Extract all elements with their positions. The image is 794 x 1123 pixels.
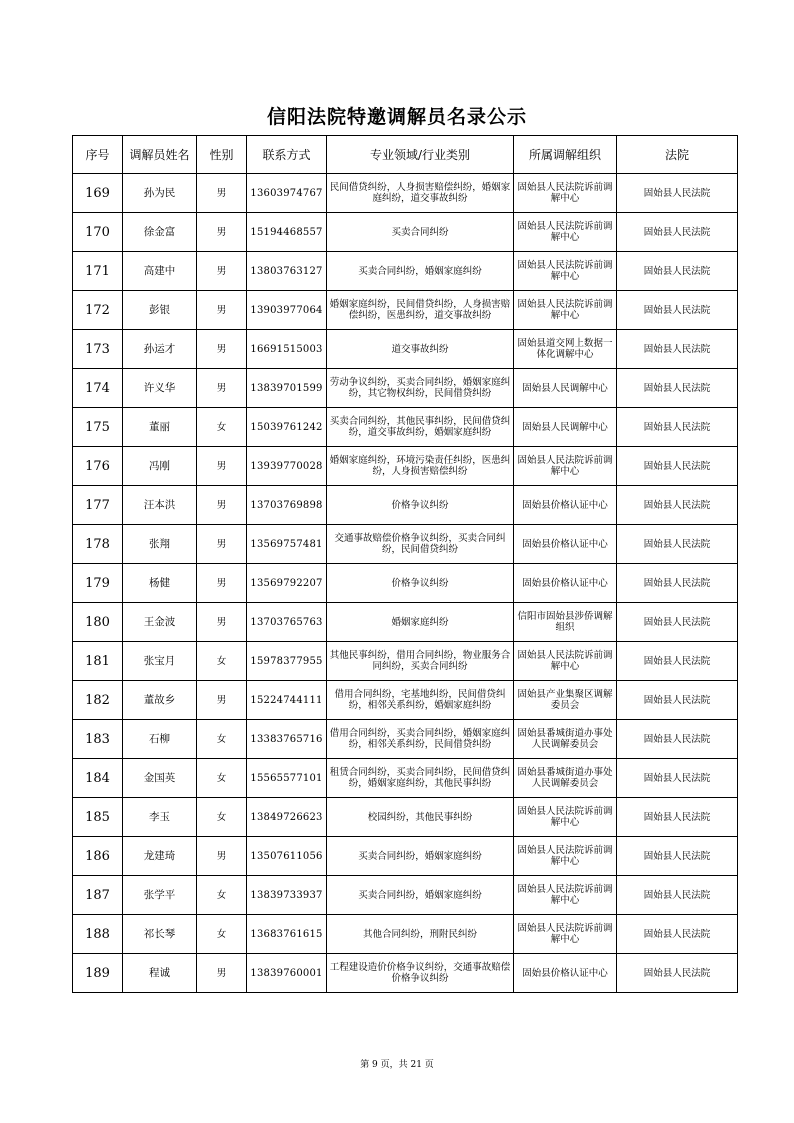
cell-name: 杨健 xyxy=(123,564,197,603)
table-row xyxy=(73,876,738,915)
table-row xyxy=(73,759,738,798)
cell-court: 固始县人民法院 xyxy=(617,447,738,486)
cell-gender: 男 xyxy=(197,447,247,486)
cell-phone: 15224744111 xyxy=(247,681,327,720)
cell-phone: 15978377955 xyxy=(247,642,327,681)
cell-field: 价格争议纠纷 xyxy=(327,486,514,525)
cell-name: 许义华 xyxy=(123,369,197,408)
cell-gender: 男 xyxy=(197,681,247,720)
table-row xyxy=(73,720,738,759)
cell-phone: 13507611056 xyxy=(247,837,327,876)
cell-court: 固始县人民法院 xyxy=(617,915,738,954)
cell-name: 张学平 xyxy=(123,876,197,915)
cell-field: 其他合同纠纷，刑附民纠纷 xyxy=(327,915,514,954)
table-row xyxy=(73,330,738,369)
table-row xyxy=(73,681,738,720)
cell-phone: 13569757481 xyxy=(247,525,327,564)
header-court: 法院 xyxy=(617,136,738,174)
table-row xyxy=(73,252,738,291)
cell-name: 程诚 xyxy=(123,954,197,993)
cell-seq: 186 xyxy=(73,837,123,876)
cell-org: 固始县产业集聚区调解委员会 xyxy=(514,681,617,720)
cell-field: 买卖合同纠纷，婚姻家庭纠纷 xyxy=(327,876,514,915)
cell-court: 固始县人民法院 xyxy=(617,525,738,564)
cell-org: 固始县人民法院诉前调解中心 xyxy=(514,876,617,915)
cell-field: 民间借贷纠纷，人身损害赔偿纠纷，婚姻家庭纠纷，道交事故纠纷 xyxy=(327,174,514,213)
table-row xyxy=(73,486,738,525)
cell-field: 租赁合同纠纷，买卖合同纠纷，民间借贷纠纷，婚姻家庭纠纷，其他民事纠纷 xyxy=(327,759,514,798)
header-seq: 序号 xyxy=(73,136,123,174)
cell-org: 固始县人民法院诉前调解中心 xyxy=(514,447,617,486)
cell-org: 信阳市固始县涉侨调解组织 xyxy=(514,603,617,642)
cell-field: 其他民事纠纷，借用合同纠纷，物业服务合同纠纷，买卖合同纠纷 xyxy=(327,642,514,681)
cell-org: 固始县道交网上数据一体化调解中心 xyxy=(514,330,617,369)
cell-court: 固始县人民法院 xyxy=(617,720,738,759)
mediator-table xyxy=(72,135,738,993)
cell-seq: 179 xyxy=(73,564,123,603)
cell-gender: 男 xyxy=(197,330,247,369)
cell-gender: 男 xyxy=(197,174,247,213)
table-row xyxy=(73,291,738,330)
cell-org: 固始县人民法院诉前调解中心 xyxy=(514,915,617,954)
cell-seq: 187 xyxy=(73,876,123,915)
cell-gender: 女 xyxy=(197,408,247,447)
cell-phone: 13703769898 xyxy=(247,486,327,525)
cell-seq: 188 xyxy=(73,915,123,954)
cell-phone: 13803763127 xyxy=(247,252,327,291)
cell-gender: 男 xyxy=(197,603,247,642)
cell-court: 固始县人民法院 xyxy=(617,681,738,720)
cell-seq: 169 xyxy=(73,174,123,213)
cell-org: 固始县价格认证中心 xyxy=(514,525,617,564)
table-row xyxy=(73,642,738,681)
cell-field: 婚姻家庭纠纷，民间借贷纠纷，人身损害赔偿纠纷，医患纠纷，道交事故纠纷 xyxy=(327,291,514,330)
cell-org: 固始县价格认证中心 xyxy=(514,486,617,525)
cell-name: 孙运才 xyxy=(123,330,197,369)
header-name: 调解员姓名 xyxy=(123,136,197,174)
cell-seq: 185 xyxy=(73,798,123,837)
cell-phone: 15194468557 xyxy=(247,213,327,252)
cell-field: 劳动争议纠纷，买卖合同纠纷，婚姻家庭纠纷，其它物权纠纷，民间借贷纠纷 xyxy=(327,369,514,408)
cell-seq: 171 xyxy=(73,252,123,291)
cell-name: 冯刚 xyxy=(123,447,197,486)
table-row xyxy=(73,525,738,564)
cell-court: 固始县人民法院 xyxy=(617,213,738,252)
cell-gender: 女 xyxy=(197,759,247,798)
cell-phone: 13603974767 xyxy=(247,174,327,213)
cell-phone: 15565577101 xyxy=(247,759,327,798)
cell-court: 固始县人民法院 xyxy=(617,174,738,213)
cell-phone: 13903977064 xyxy=(247,291,327,330)
cell-court: 固始县人民法院 xyxy=(617,330,738,369)
cell-org: 固始县人民法院诉前调解中心 xyxy=(514,213,617,252)
header-phone: 联系方式 xyxy=(247,136,327,174)
header-org: 所属调解组织 xyxy=(514,136,617,174)
cell-org: 固始县人民调解中心 xyxy=(514,408,617,447)
cell-field: 买卖合同纠纷，婚姻家庭纠纷 xyxy=(327,837,514,876)
cell-court: 固始县人民法院 xyxy=(617,369,738,408)
cell-seq: 182 xyxy=(73,681,123,720)
cell-org: 固始县人民法院诉前调解中心 xyxy=(514,174,617,213)
cell-org: 固始县人民法院诉前调解中心 xyxy=(514,252,617,291)
cell-name: 张翔 xyxy=(123,525,197,564)
cell-org: 固始县人民法院诉前调解中心 xyxy=(514,642,617,681)
cell-name: 汪本洪 xyxy=(123,486,197,525)
cell-name: 王金波 xyxy=(123,603,197,642)
cell-seq: 170 xyxy=(73,213,123,252)
cell-org: 固始县人民法院诉前调解中心 xyxy=(514,798,617,837)
cell-field: 买卖合同纠纷，婚姻家庭纠纷 xyxy=(327,252,514,291)
cell-name: 金国英 xyxy=(123,759,197,798)
cell-gender: 男 xyxy=(197,291,247,330)
table-row xyxy=(73,798,738,837)
cell-name: 祁长琴 xyxy=(123,915,197,954)
cell-court: 固始县人民法院 xyxy=(617,408,738,447)
cell-field: 婚姻家庭纠纷，环境污染责任纠纷，医患纠纷，人身损害赔偿纠纷 xyxy=(327,447,514,486)
cell-phone: 16691515003 xyxy=(247,330,327,369)
cell-gender: 男 xyxy=(197,486,247,525)
cell-field: 工程建设造价价格争议纠纷，交通事故赔偿价格争议纠纷 xyxy=(327,954,514,993)
cell-gender: 男 xyxy=(197,252,247,291)
page-title: 信阳法院特邀调解员名录公示 xyxy=(266,106,527,128)
cell-phone: 13939770028 xyxy=(247,447,327,486)
cell-phone: 13703765763 xyxy=(247,603,327,642)
cell-org: 固始县番城街道办事处人民调解委员会 xyxy=(514,759,617,798)
cell-name: 董丽 xyxy=(123,408,197,447)
cell-name: 徐金富 xyxy=(123,213,197,252)
table-row xyxy=(73,603,738,642)
cell-seq: 184 xyxy=(73,759,123,798)
cell-gender: 女 xyxy=(197,915,247,954)
cell-field: 交通事故赔偿价格争议纠纷，买卖合同纠纷，民间借贷纠纷 xyxy=(327,525,514,564)
cell-org: 固始县人民法院诉前调解中心 xyxy=(514,837,617,876)
table-row xyxy=(73,174,738,213)
cell-field: 婚姻家庭纠纷 xyxy=(327,603,514,642)
cell-court: 固始县人民法院 xyxy=(617,291,738,330)
table-row xyxy=(73,954,738,993)
cell-org: 固始县人民法院诉前调解中心 xyxy=(514,291,617,330)
cell-court: 固始县人民法院 xyxy=(617,798,738,837)
cell-field: 借用合同纠纷，宅基地纠纷，民间借贷纠纷，相邻关系纠纷，婚姻家庭纠纷 xyxy=(327,681,514,720)
cell-org: 固始县番城街道办事处人民调解委员会 xyxy=(514,720,617,759)
header-gender: 性别 xyxy=(197,136,247,174)
cell-seq: 174 xyxy=(73,369,123,408)
cell-gender: 女 xyxy=(197,642,247,681)
cell-field: 买卖合同纠纷，其他民事纠纷，民间借贷纠纷，道交事故纠纷，婚姻家庭纠纷 xyxy=(327,408,514,447)
header-field: 专业领域/行业类别 xyxy=(327,136,514,174)
cell-seq: 181 xyxy=(73,642,123,681)
cell-field: 校园纠纷，其他民事纠纷 xyxy=(327,798,514,837)
cell-name: 龙建琦 xyxy=(123,837,197,876)
cell-org: 固始县价格认证中心 xyxy=(514,954,617,993)
table-row xyxy=(73,837,738,876)
cell-gender: 女 xyxy=(197,876,247,915)
cell-field: 道交事故纠纷 xyxy=(327,330,514,369)
page-footer: 第 9 页，共 21 页 xyxy=(360,1060,434,1070)
table-row xyxy=(73,213,738,252)
cell-name: 李玉 xyxy=(123,798,197,837)
cell-phone: 13683761615 xyxy=(247,915,327,954)
table-row xyxy=(73,564,738,603)
cell-seq: 172 xyxy=(73,291,123,330)
cell-phone: 13839701599 xyxy=(247,369,327,408)
cell-court: 固始县人民法院 xyxy=(617,876,738,915)
cell-field: 价格争议纠纷 xyxy=(327,564,514,603)
cell-name: 高建中 xyxy=(123,252,197,291)
cell-phone: 15039761242 xyxy=(247,408,327,447)
cell-name: 董故乡 xyxy=(123,681,197,720)
cell-gender: 男 xyxy=(197,954,247,993)
cell-seq: 173 xyxy=(73,330,123,369)
table-row xyxy=(73,447,738,486)
table-header-row xyxy=(73,136,738,174)
cell-name: 彭银 xyxy=(123,291,197,330)
cell-name: 孙为民 xyxy=(123,174,197,213)
cell-name: 张宝月 xyxy=(123,642,197,681)
cell-court: 固始县人民法院 xyxy=(617,837,738,876)
cell-phone: 13839733937 xyxy=(247,876,327,915)
cell-gender: 男 xyxy=(197,525,247,564)
cell-phone: 13569792207 xyxy=(247,564,327,603)
cell-court: 固始县人民法院 xyxy=(617,564,738,603)
cell-phone: 13849726623 xyxy=(247,798,327,837)
cell-field: 借用合同纠纷，买卖合同纠纷，婚姻家庭纠纷，相邻关系纠纷，民间借贷纠纷 xyxy=(327,720,514,759)
cell-gender: 男 xyxy=(197,837,247,876)
cell-gender: 女 xyxy=(197,798,247,837)
cell-court: 固始县人民法院 xyxy=(617,642,738,681)
cell-court: 固始县人民法院 xyxy=(617,252,738,291)
cell-org: 固始县价格认证中心 xyxy=(514,564,617,603)
cell-phone: 13383765716 xyxy=(247,720,327,759)
cell-gender: 男 xyxy=(197,564,247,603)
cell-seq: 175 xyxy=(73,408,123,447)
cell-gender: 男 xyxy=(197,213,247,252)
cell-gender: 男 xyxy=(197,369,247,408)
cell-court: 固始县人民法院 xyxy=(617,954,738,993)
cell-seq: 180 xyxy=(73,603,123,642)
cell-seq: 189 xyxy=(73,954,123,993)
cell-gender: 女 xyxy=(197,720,247,759)
cell-seq: 177 xyxy=(73,486,123,525)
cell-seq: 183 xyxy=(73,720,123,759)
table-row xyxy=(73,408,738,447)
cell-name: 石柳 xyxy=(123,720,197,759)
cell-court: 固始县人民法院 xyxy=(617,486,738,525)
cell-org: 固始县人民调解中心 xyxy=(514,369,617,408)
table-row xyxy=(73,369,738,408)
cell-court: 固始县人民法院 xyxy=(617,603,738,642)
cell-field: 买卖合同纠纷 xyxy=(327,213,514,252)
table-row xyxy=(73,915,738,954)
cell-seq: 178 xyxy=(73,525,123,564)
cell-phone: 13839760001 xyxy=(247,954,327,993)
cell-court: 固始县人民法院 xyxy=(617,759,738,798)
cell-seq: 176 xyxy=(73,447,123,486)
